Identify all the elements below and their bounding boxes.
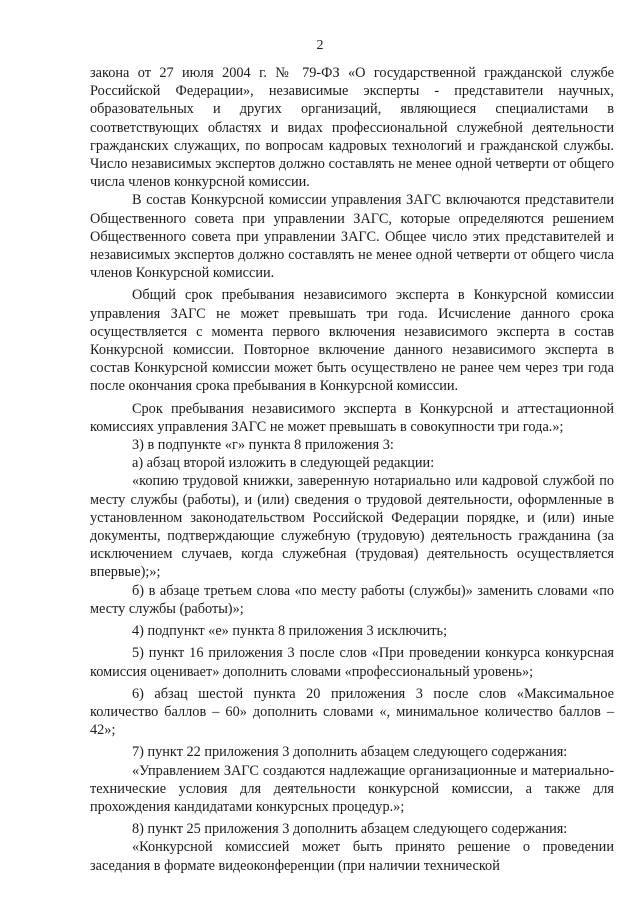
paragraph: б) в абзаце третьем слова «по месту работы (службы)» заменить словами «по месту службы (работы)»; xyxy=(90,582,614,617)
paragraph: Общий срок пребывания независимого эксперта в Конкурсной комиссии управления ЗАГС не может превышать три года. Исчисление данного срока осуществляется с момента первого включения независимого эксперта в состав Конкурсной комиссии. Повторное включение данного независимого эксперта в состав Конкурсной комиссии может быть осуществлено не ранее чем через три года после окончания срока пребывания в Конкурсной комиссии. xyxy=(90,287,614,395)
paragraph: «Конкурсной комиссией может быть принято решение о проведении заседания в формате видеоконференции (при наличии технической xyxy=(90,839,614,874)
paragraph: 6) абзац шестой пункта 20 приложения 3 после слов «Максимальное количество баллов – 60» дополнить словами «, минимальное количество баллов – 42»; xyxy=(90,685,614,739)
paragraph: а) абзац второй изложить в следующей редакции: xyxy=(132,455,435,472)
document-body xyxy=(90,64,614,875)
paragraph: 4) подпункт «е» пункта 8 приложения 3 исключить; xyxy=(132,623,448,640)
paragraph: 5) пункт 16 приложения 3 после слов «При проведении конкурса конкурсная комиссия оценивает» дополнить словами «профессиональный уровень»; xyxy=(90,645,614,680)
paragraph: Срок пребывания независимого эксперта в Конкурсной и аттестационной комиссиях управления ЗАГС не может превышать в совокупности три года.»; xyxy=(90,400,614,435)
paragraph: 3) в подпункте «г» пункта 8 приложения 3: xyxy=(132,437,394,454)
paragraph: 7) пункт 22 приложения 3 дополнить абзацем следующего содержания: xyxy=(132,744,568,761)
paragraph: В состав Конкурсной комиссии управления ЗАГС включаются представители Общественного совета при управлении ЗАГС, которые определяются решением Общественного совета при управлении ЗАГС. Общее число этих представителей и независимых экспертов должно составлять не менее одной четверти от общего числа членов Конкурсной комиссии. xyxy=(90,192,614,282)
page-number: 2 xyxy=(316,38,324,53)
paragraph: 8) пункт 25 приложения 3 дополнить абзацем следующего содержания: xyxy=(132,821,568,838)
paragraph: «Управлением ЗАГС создаются надлежащие организационные и материально-технические условия для деятельности конкурсной комиссии, а также для прохождения кандидатами конкурсных процедур.»; xyxy=(90,762,614,815)
paragraph: «копию трудовой книжки, заверенную нотариально или кадровой службой по месту службы (работы), и (или) сведения о трудовой деятельности, оформленные в установленном законодательством Российской Федерации порядке, и (или) иные документы, подтверждающие служебную (трудовую) деятельность гражданина (за исключением случаев, когда служебная (трудовая) деятельность осуществляется впервые);»; xyxy=(90,473,614,581)
paragraph: закона от 27 июля 2004 г. № 79-ФЗ «О государственной гражданской службе Российской Федерации», независимые эксперты - представители научных, образовательных и других организаций, являющиеся специалистами в соответствующих областях и видах профессиональной служебной деятельности гражданских служащих, по вопросам кадровых технологий и гражданской службы. Число независимых экспертов должно составлять не менее одной четверти от общего числа членов конкурсной комиссии. xyxy=(90,65,614,191)
